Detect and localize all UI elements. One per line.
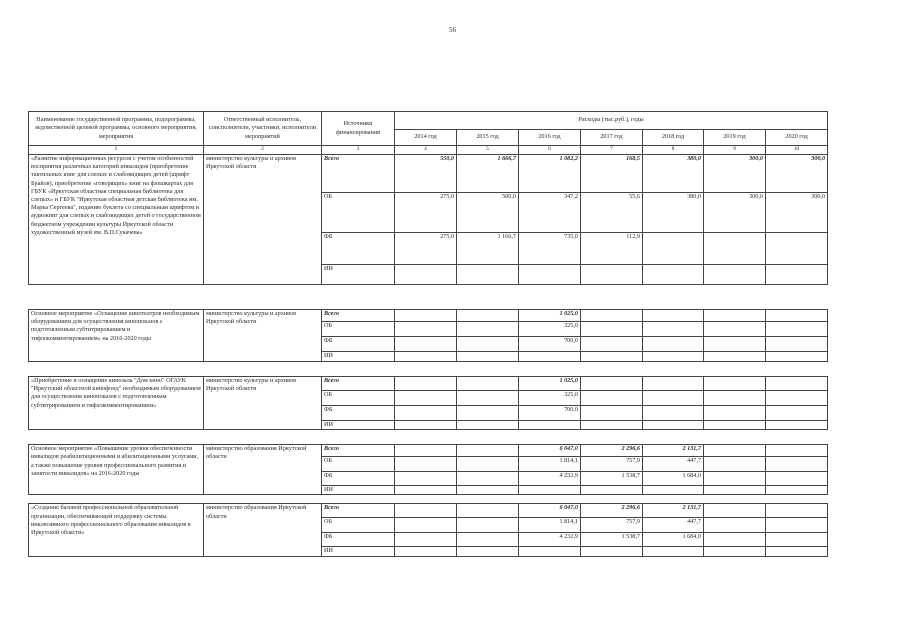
expense-value: 1 166,7 <box>457 233 519 265</box>
expense-value: 1 082,2 <box>519 155 581 193</box>
expense-value: 300,0 <box>766 155 828 193</box>
expense-value <box>395 472 457 486</box>
expense-value: 1 025,0 <box>519 377 581 391</box>
block-spacer-cell <box>29 285 828 310</box>
expense-value <box>704 504 766 518</box>
expense-value <box>581 310 643 322</box>
funding-source-label: ОБ <box>322 518 395 533</box>
expense-value <box>581 352 643 362</box>
expense-value: 1 684,0 <box>643 533 704 547</box>
expense-value <box>766 421 828 430</box>
funding-source-label: ИИ <box>322 547 395 556</box>
expense-value <box>581 547 643 556</box>
expense-value: 300,0 <box>766 193 828 233</box>
expense-value: 757,9 <box>581 518 643 533</box>
expense-value: 6 047,0 <box>519 445 581 457</box>
expense-value <box>704 472 766 486</box>
financing-table <box>28 111 828 557</box>
expense-value: 325,0 <box>519 322 581 337</box>
funding-source-label: Всего <box>322 504 395 518</box>
expense-value <box>704 406 766 421</box>
expense-value: 1 814,1 <box>519 518 581 533</box>
expense-value <box>457 406 519 421</box>
expense-value: 275,0 <box>395 193 457 233</box>
expense-value: 168,5 <box>581 155 643 193</box>
funding-source-label: ИИ <box>322 352 395 362</box>
header-column-number: 5 <box>457 146 519 155</box>
expense-value <box>457 421 519 430</box>
expense-value <box>457 486 519 495</box>
expense-value: 4 232,9 <box>519 472 581 486</box>
expense-value <box>643 406 704 421</box>
expense-value <box>704 322 766 337</box>
header-year: 2014 год <box>395 130 457 146</box>
expense-value <box>581 486 643 495</box>
expense-value: 500,0 <box>457 193 519 233</box>
expense-value <box>395 445 457 457</box>
expense-value: 112,9 <box>581 233 643 265</box>
expense-value <box>643 265 704 285</box>
header-expenses: Расходы (тыс.руб.), годы <box>395 112 828 130</box>
responsible-executor: министерство культуры и архивов Иркутской области <box>204 377 322 430</box>
expense-value: 300,0 <box>704 155 766 193</box>
expense-value: 447,7 <box>643 457 704 472</box>
activity-description: «Развитие информационных ресурсов с учетом особенностей восприятия различных категорий инвалидов (приобретение тактильных книг для слепых и слабовидящих детей (шрифт Брайля), приобретение «говорящих» книг на флешкартах для ГБУК «Иркутская областная специальная библиотека для слепых» и ГБУК "Иркутская областная детская библиотека им. Марка Сергеева", изданию буклета со специальным шрифтом и аудиокниг для слепых и слабовидящих детей о государственном бюджетном учреждении культуры Иркутской области художественный музей им. В.П.Сукачева» <box>29 155 204 285</box>
table-row <box>29 445 828 457</box>
expense-value <box>704 337 766 352</box>
activity-description: Основное мероприятие «Повышение уровня обеспеченности инвалидов реабилитационными и абилитационными услугами, а также повышение уровня профессионального развития и занятости инвалидов» на 2016-2020 годы <box>29 445 204 495</box>
expense-value <box>766 310 828 322</box>
header-name: Наименование государственной программы, подпрограммы, ведомственной целевой программы, основного мероприятия, мероприятия <box>29 112 204 146</box>
expense-value <box>457 352 519 362</box>
funding-source-label: Всего <box>322 310 395 322</box>
expense-value <box>643 377 704 391</box>
expense-value <box>704 352 766 362</box>
block-spacer <box>29 362 828 377</box>
funding-source-label: ОБ <box>322 322 395 337</box>
expense-value <box>766 547 828 556</box>
expense-value <box>704 421 766 430</box>
table-row <box>29 377 828 391</box>
funding-source-label: ИИ <box>322 486 395 495</box>
expense-value <box>395 377 457 391</box>
expense-value <box>457 310 519 322</box>
funding-source-label: ФБ <box>322 337 395 352</box>
expense-value: 757,9 <box>581 457 643 472</box>
table-row <box>29 504 828 518</box>
block-spacer-cell <box>29 430 828 445</box>
expense-value <box>581 337 643 352</box>
expense-value <box>457 504 519 518</box>
expense-value <box>643 233 704 265</box>
expense-value: 700,0 <box>519 337 581 352</box>
expense-value <box>643 322 704 337</box>
header-year: 2017 год <box>581 130 643 146</box>
expense-value <box>457 533 519 547</box>
funding-source-label: ФБ <box>322 533 395 547</box>
expense-value <box>704 310 766 322</box>
expense-value <box>519 352 581 362</box>
expense-value <box>766 233 828 265</box>
expense-value <box>766 391 828 406</box>
expense-value <box>766 265 828 285</box>
header-column-number: 3 <box>322 146 395 155</box>
header-sources: Источники финансирования <box>322 112 395 146</box>
expense-value: 1 684,0 <box>643 472 704 486</box>
funding-source-label: ИИ <box>322 421 395 430</box>
activity-description: «Создание базовой профессиональной образовательной организации, обеспечивающей поддержку системы инклюзивного профессионального образования инвалидов в Иркутской области» <box>29 504 204 556</box>
expense-value <box>519 547 581 556</box>
responsible-executor: министерство культуры и архивов Иркутской области <box>204 310 322 362</box>
funding-source-label: Всего <box>322 155 395 193</box>
expense-value <box>395 421 457 430</box>
expense-value <box>766 406 828 421</box>
expense-value <box>581 421 643 430</box>
block-spacer <box>29 495 828 504</box>
expense-value <box>766 472 828 486</box>
expense-value <box>704 486 766 495</box>
expense-value <box>395 486 457 495</box>
expense-value <box>643 547 704 556</box>
expense-value: 1 538,7 <box>581 472 643 486</box>
expense-value <box>704 391 766 406</box>
expense-value: 1 814,1 <box>519 457 581 472</box>
responsible-executor: министерство образования Иркутской области <box>204 504 322 556</box>
expense-value: 447,7 <box>643 518 704 533</box>
funding-source-label: ОБ <box>322 391 395 406</box>
expense-value: 2 131,7 <box>643 504 704 518</box>
expense-value: 700,0 <box>519 406 581 421</box>
expense-value <box>457 322 519 337</box>
expense-value <box>395 322 457 337</box>
header-column-number: 10 <box>766 146 828 155</box>
block-spacer <box>29 430 828 445</box>
funding-source-label: ОБ <box>322 457 395 472</box>
expense-value: 6 047,0 <box>519 504 581 518</box>
expense-value <box>704 518 766 533</box>
expense-value <box>766 377 828 391</box>
expense-value <box>766 322 828 337</box>
expense-value <box>581 377 643 391</box>
funding-source-label: ИИ <box>322 265 395 285</box>
expense-value <box>766 504 828 518</box>
expense-value <box>643 337 704 352</box>
expense-value <box>581 322 643 337</box>
expense-value <box>643 352 704 362</box>
header-column-number: 4 <box>395 146 457 155</box>
expense-value <box>457 547 519 556</box>
expense-value <box>395 547 457 556</box>
expense-value <box>395 310 457 322</box>
expense-value <box>704 533 766 547</box>
expense-value <box>457 518 519 533</box>
funding-source-label: ОБ <box>322 193 395 233</box>
expense-value: 380,0 <box>643 155 704 193</box>
expense-value <box>766 337 828 352</box>
expense-value <box>395 337 457 352</box>
expense-value <box>395 504 457 518</box>
expense-value: 2 296,6 <box>581 504 643 518</box>
expense-value <box>766 518 828 533</box>
expense-value <box>519 486 581 495</box>
header-year: 2015 год <box>457 130 519 146</box>
expense-value <box>766 352 828 362</box>
expense-value <box>704 445 766 457</box>
header-column-numbers-row <box>29 146 828 155</box>
expense-value <box>766 457 828 472</box>
header-year: 2016 год <box>519 130 581 146</box>
expense-value <box>457 472 519 486</box>
expense-value <box>395 457 457 472</box>
activity-description: «Приобретение и оснащение кинозала "Дом кино" ОГАУК "Иркутский областной кинофонд" необходимым оборудованием для осуществления кинопоказов с подготовленным субтитрированием и тифлокомментированием» <box>29 377 204 430</box>
funding-source-label: ФБ <box>322 472 395 486</box>
expense-value: 1 666,7 <box>457 155 519 193</box>
expense-value <box>643 391 704 406</box>
expense-value <box>766 486 828 495</box>
expense-value <box>457 391 519 406</box>
header-column-number: 9 <box>704 146 766 155</box>
expense-value <box>457 457 519 472</box>
funding-source-label: ФБ <box>322 233 395 265</box>
expense-value <box>457 337 519 352</box>
header-executor: Ответственный исполнитель, соисполнители, участники, исполнители мероприятий <box>204 112 322 146</box>
expense-value: 1 538,7 <box>581 533 643 547</box>
expense-value <box>581 406 643 421</box>
header-column-number: 2 <box>204 146 322 155</box>
expense-value: 735,0 <box>519 233 581 265</box>
expense-value <box>581 265 643 285</box>
expense-value <box>766 533 828 547</box>
expense-value: 2 296,6 <box>581 445 643 457</box>
expense-value <box>581 391 643 406</box>
header-column-number: 1 <box>29 146 204 155</box>
expense-value: 275,0 <box>395 233 457 265</box>
expense-value <box>395 533 457 547</box>
expense-value <box>704 547 766 556</box>
table-row <box>29 155 828 193</box>
table-row <box>29 310 828 322</box>
responsible-executor: министерство образования Иркутской области <box>204 445 322 495</box>
header-column-number: 8 <box>643 146 704 155</box>
block-spacer <box>29 285 828 310</box>
expense-value <box>457 377 519 391</box>
expense-value <box>457 265 519 285</box>
expense-value: 55,6 <box>581 193 643 233</box>
expense-value <box>704 233 766 265</box>
expense-value <box>643 421 704 430</box>
expense-value <box>457 445 519 457</box>
page-number: 56 <box>449 26 456 34</box>
expense-value <box>519 265 581 285</box>
expense-value <box>643 310 704 322</box>
expense-value: 300,0 <box>704 193 766 233</box>
header-column-number: 7 <box>581 146 643 155</box>
expense-value: 550,0 <box>395 155 457 193</box>
funding-source-label: Всего <box>322 377 395 391</box>
expense-value <box>704 377 766 391</box>
expense-value <box>704 457 766 472</box>
header-year: 2019 год <box>704 130 766 146</box>
expense-value <box>643 486 704 495</box>
header-column-number: 6 <box>519 146 581 155</box>
expense-value: 347,2 <box>519 193 581 233</box>
expense-value: 4 232,9 <box>519 533 581 547</box>
expense-value <box>395 391 457 406</box>
expense-value <box>704 265 766 285</box>
block-spacer-cell <box>29 362 828 377</box>
expense-value <box>766 445 828 457</box>
expense-value <box>395 352 457 362</box>
funding-source-label: ФБ <box>322 406 395 421</box>
expense-value: 1 025,0 <box>519 310 581 322</box>
expense-value <box>395 406 457 421</box>
expense-value: 2 131,7 <box>643 445 704 457</box>
expense-value <box>395 265 457 285</box>
expense-value <box>395 518 457 533</box>
activity-description: Основное мероприятие «Оснащение кинотеатров необходимым оборудованием для осуществления кинопоказов с подготовленным субтитрированием и тифлокомментированием» на 2016-2020 годы <box>29 310 204 362</box>
block-spacer-cell <box>29 495 828 504</box>
responsible-executor: министерство культуры и архивов Иркутской области <box>204 155 322 285</box>
expense-value: 325,0 <box>519 391 581 406</box>
expense-value <box>519 421 581 430</box>
header-year: 2018 год <box>643 130 704 146</box>
funding-source-label: Всего <box>322 445 395 457</box>
expense-value: 380,0 <box>643 193 704 233</box>
header-year: 2020 год <box>766 130 828 146</box>
